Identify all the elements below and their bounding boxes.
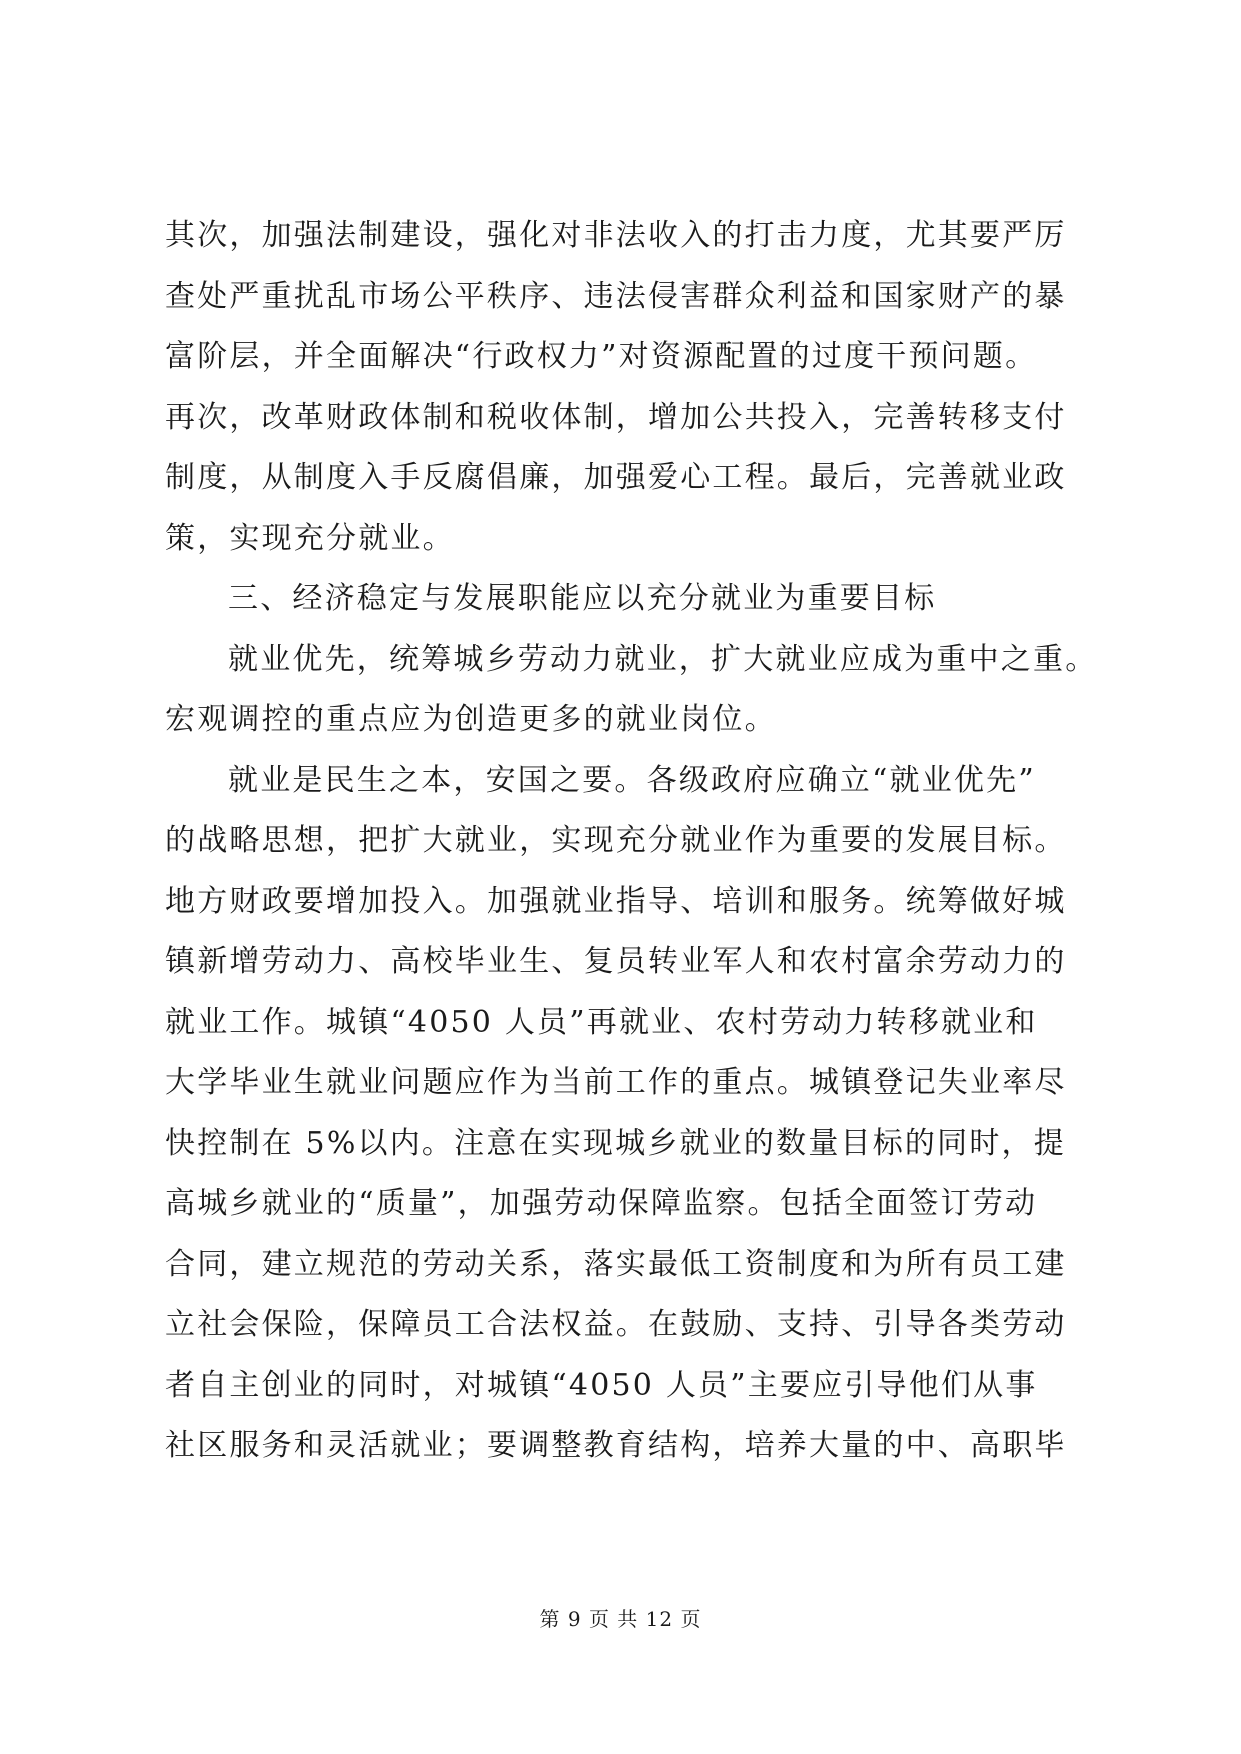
text-line: 地方财政要增加投入。加强就业指导、培训和服务。统筹做好城 — [165, 883, 1067, 919]
text-line: 者自主创业的同时，对城镇“4050 人员”主要应引导他们从事 — [165, 1367, 1038, 1403]
text-line: 其次，加强法制建设，强化对非法收入的打击力度，尤其要严厉 — [165, 218, 1067, 253]
text-line: 快控制在 5%以内。注意在实现城乡就业的数量目标的同时，提 — [165, 1125, 1066, 1161]
text-line: 策，实现充分就业。 — [165, 520, 455, 556]
text-line: 查处严重扰乱市场公平秩序、违法侵害群众利益和国家财产的暴 — [165, 278, 1067, 314]
text-line: 就业是民生之本，安国之要。各级政府应确立“就业优先” — [228, 762, 1036, 798]
section-heading: 三、经济稳定与发展职能应以充分就业为重要目标 — [228, 581, 937, 616]
text-line: 富阶层，并全面解决“行政权力”对资源配置的过度干预问题。 — [165, 339, 1038, 374]
text-line: 的战略思想，把扩大就业，实现充分就业作为重要的发展目标。 — [165, 823, 1067, 858]
text-line: 立社会保险，保障员工合法权益。在鼓励、支持、引导各类劳动 — [165, 1307, 1067, 1342]
text-line: 再次，改革财政体制和税收体制，增加公共投入，完善转移支付 — [165, 399, 1067, 435]
text-line: 高城乡就业的“质量”，加强劳动保障监察。包括全面签订劳动 — [165, 1186, 1038, 1221]
text-line: 就业优先，统筹城乡劳动力就业，扩大就业应成为重中之重。 — [228, 641, 1098, 677]
text-line: 就业工作。城镇“4050 人员”再就业、农村劳动力转移就业和 — [165, 1004, 1038, 1040]
text-line: 合同，建立规范的劳动关系，落实最低工资制度和为所有员工建 — [165, 1246, 1067, 1282]
page-number-footer: 第 9 页 共 12 页 — [539, 1607, 702, 1631]
text-line: 大学毕业生就业问题应作为当前工作的重点。城镇登记失业率尽 — [165, 1065, 1067, 1100]
text-line: 镇新增劳动力、高校毕业生、复员转业军人和农村富余劳动力的 — [165, 944, 1067, 979]
text-line: 社区服务和灵活就业；要调整教育结构，培养大量的中、高职毕 — [165, 1428, 1067, 1463]
text-line: 宏观调控的重点应为创造更多的就业岗位。 — [165, 702, 777, 737]
text-line: 制度，从制度入手反腐倡廉，加强爱心工程。最后，完善就业政 — [165, 460, 1067, 495]
body-text — [165, 206, 1098, 1477]
